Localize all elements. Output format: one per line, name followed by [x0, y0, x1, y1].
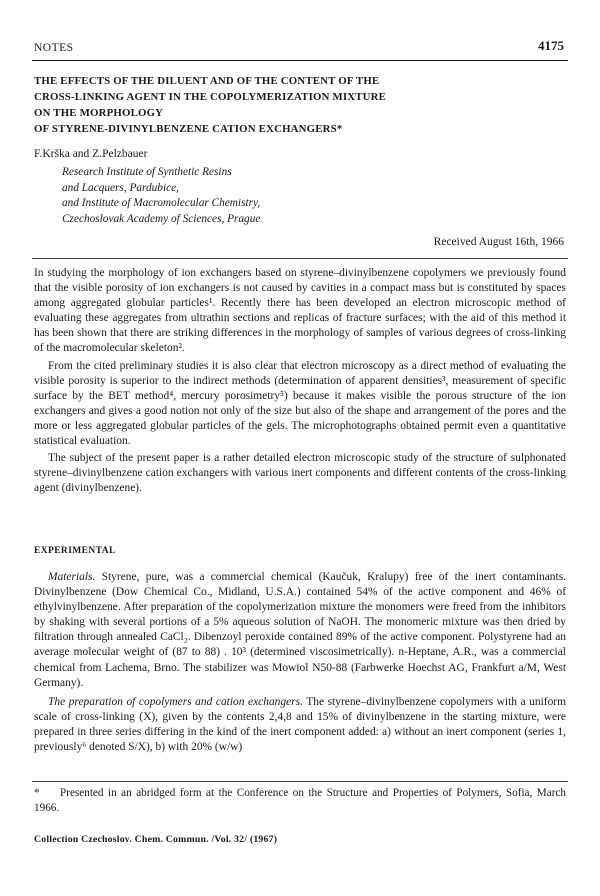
paragraph-text: Styrene, pure, was a commercial chemical (Kaučuk, Kralupy) free of the inert contaminants. Divinylbenzene (Dow Chemical Co., Midland, U.S.A.) contained 54% of the active component and 46% of ethylvinylbenzene. After preparation of the copolymerization mixture the monomers were freed from the inhibitors by shaking with several portions of a 5% aqueous solution of NaOH. The monomeric mixture was then dried by filtration through annealed CaCl₂. Dibenzoyl peroxide contained 89% of the active component. Polystyrene had an average molecular weight of (87 to 88) . 10³ (determined viscosimetrically). n-Heptane, A.R., was a commercial chemical from Lachema, Brno. The stabilizer was Mowiol N50-88 (Farbwerke Hoechst AG, Frankfurt a/M, West Germany). [34, 571, 566, 689]
running-header-section: NOTES [34, 42, 74, 54]
footnote [34, 786, 566, 816]
title-line: OF STYRENE-DIVINYLBENZENE CATION EXCHANGERS* [34, 123, 343, 135]
affiliation-line: and Institute of Macromolecular Chemistry, [62, 197, 261, 209]
paragraph: The subject of the present paper is a rather detailed electron microscopic study of the structure of sulphonated styrene–divinylbenzene cation exchangers with various inert components and different contents of the cross-linking agent (divinylbenzene). [34, 452, 566, 495]
affiliation [62, 165, 260, 227]
footnote-mark: * [34, 787, 40, 799]
title-line: THE EFFECTS OF THE DILUENT AND OF THE CONTENT OF THE [34, 75, 380, 87]
footnote-rule [32, 781, 568, 782]
paragraph [34, 695, 566, 755]
paragraph: In studying the morphology of ion exchangers based on styrene–divinylbenzene copolymers we previously found that the visible porosity of ion exchangers is not caused by cavities in a compact mass but is constituted by spaces among aggregated globular particles¹. Recently there has been developed an electron microscopic method of evaluating these aggregates from ultrathin sections and replicas of fracture surfaces; with the aid of this method it has been shown that there are striking differences in the morphology of samples of various degrees of cross-linking of the macromolecular skeleton². [34, 267, 566, 355]
paragraph-text: The styrene–divinylbenzene copolymers with a uniform scale of cross-linking (X), given by the contents 2,4,8 and 15% of divinylbenzene in the starting mixture, were prepared in three series differing in the kind of the inert component added: a) without an inert component (series 1, previously⁶ denoted S/X), b) with 20% (w/w) [34, 695, 566, 754]
authors: F.Krška and Z.Pelzbauer [34, 148, 148, 160]
paragraph-lead: The preparation of copolymers and cation exchangers. [48, 695, 303, 708]
title-line: CROSS-LINKING AGENT IN THE COPOLYMERIZATION MIXTURE [34, 91, 387, 103]
experimental-section [34, 570, 566, 759]
separator-rule [32, 258, 568, 259]
received-date: Received August 16th, 1966 [433, 236, 564, 248]
affiliation-line: Research Institute of Synthetic Resins [62, 166, 232, 178]
header-rule [32, 60, 568, 61]
affiliation-line: and Lacquers, Pardubice, [62, 181, 179, 194]
paragraph [34, 570, 566, 691]
introduction [34, 266, 566, 498]
journal-citation: Collection Czechoslov. Chem. Commun. /Vol. 32/ (1967) [34, 834, 278, 845]
footnote-text: Presented in an abridged form at the Conference on the Structure and Properties of Polymers, Sofia, March 1966. [34, 787, 566, 814]
paragraph: From the cited preliminary studies it is also clear that electron microscopy as a direct method of evaluating the visible porosity is superior to the indirect methods (determination of apparent densities³, measurement of specific surface by the BET method⁴, mercury porosimetry⁵) because it makes visible the porous structure of the ion exchangers and gives a good notion not only of the size but also of the shape and arrangement of the pores and the more or less aggregated globular particles of the gels. The microphotographs obtained permit even a quantitative statistical evaluation. [34, 359, 566, 448]
page-number: 4175 [538, 38, 564, 53]
title-line: ON THE MORPHOLOGY [34, 107, 164, 119]
section-heading: EXPERIMENTAL [34, 546, 116, 556]
article-title [34, 73, 554, 137]
affiliation-line: Czechoslovak Academy of Sciences, Prague [62, 212, 261, 225]
paragraph-lead: Materials. [48, 571, 96, 583]
